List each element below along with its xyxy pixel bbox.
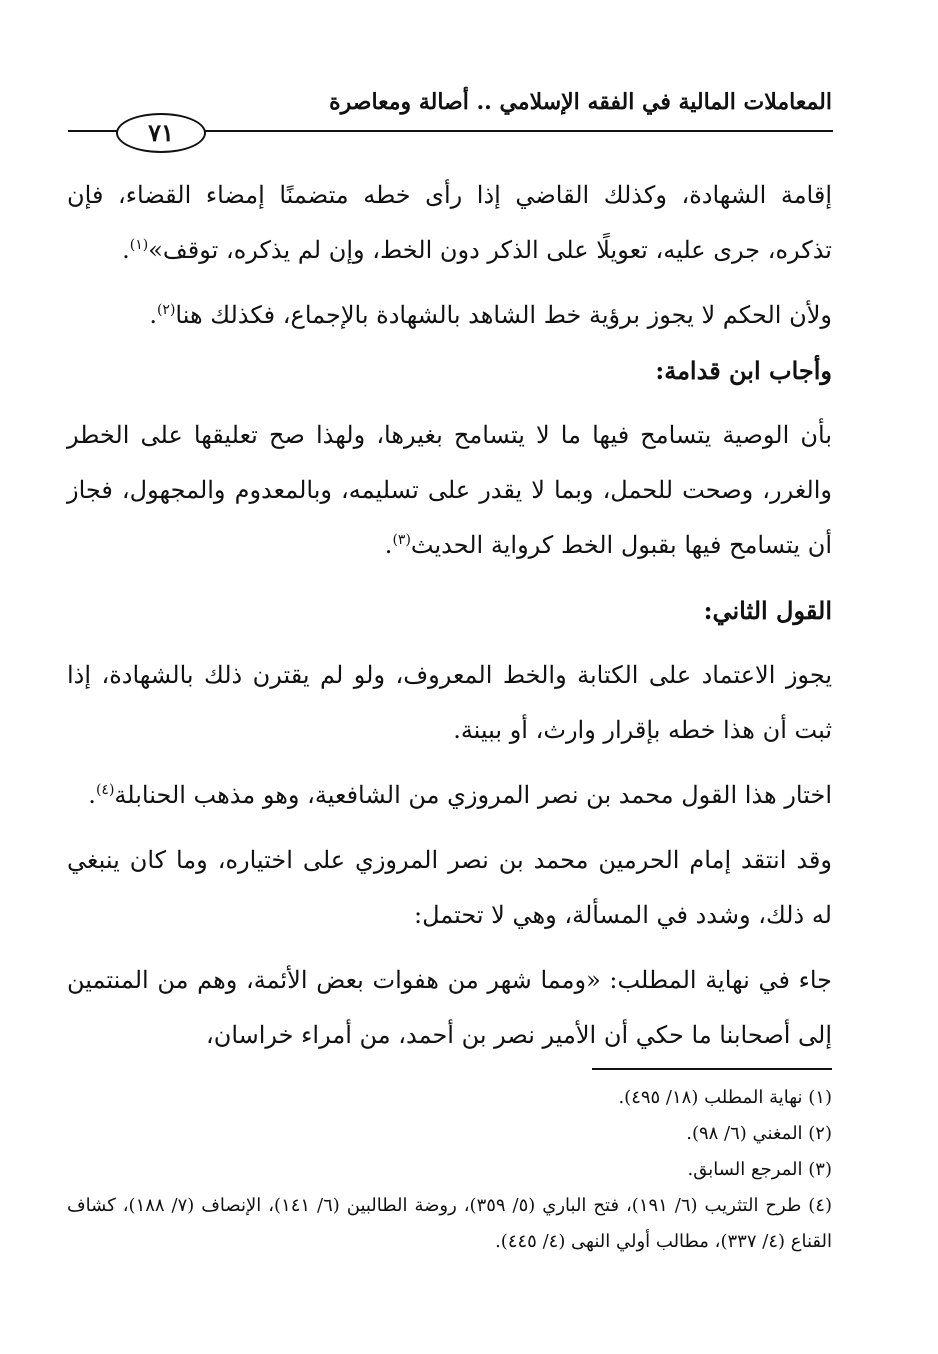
footnote-ref: (٤) bbox=[95, 782, 115, 798]
paragraph: بأن الوصية يتسامح فيها ما لا يتسامح بغيرها، ولهذا صح تعليقها على الخطر والغرر، وصحت للحمل، وبما لا يقدر على تسليمه، وبالمعدوم والمجهول، فجاز أن يتسامح فيها بقبول الخط كرواية الحديث$^{(٣)}$. bbox=[67, 421, 832, 559]
footnotes bbox=[67, 1080, 832, 1260]
paragraph: إقامة الشهادة، وكذلك القاضي إذا رأى خطه متضمنًا إمضاء القضاء، فإن تذكره، جرى عليه، تعويلًا على الذكر دون الخط، وإن لم يذكره، توقف»$^{(١)}$. bbox=[67, 181, 832, 264]
footnote: (٣) المرجع السابق. bbox=[687, 1159, 832, 1180]
footnote: (٢) المغني (٦/ ٩٨). bbox=[686, 1123, 832, 1144]
footnote-rule bbox=[592, 1068, 832, 1070]
section-heading: وأجاب ابن قدامة: bbox=[655, 356, 832, 385]
page-number: ٧١ bbox=[116, 113, 206, 153]
footnote-ref: (٢) bbox=[156, 302, 176, 318]
footnote-ref: (٣) bbox=[392, 532, 411, 548]
main-text bbox=[67, 168, 832, 1063]
running-header-title: المعاملات المالية في الفقه الإسلامي .. أصالة ومعاصرة bbox=[329, 89, 832, 115]
section-heading: القول الثاني: bbox=[703, 596, 832, 625]
paragraph: وقد انتقد إمام الحرمين محمد بن نصر المروزي على اختياره، وما كان ينبغي له ذلك، وشدد في المسألة، وهي لا تحتمل: bbox=[67, 846, 832, 929]
paragraph: يجوز الاعتماد على الكتابة والخط المعروف، ولو لم يقترن ذلك بالشهادة، إذا ثبت أن هذا خطه بإقرار وارث، أو ببينة. bbox=[67, 661, 832, 744]
paragraph: ولأن الحكم لا يجوز برؤية خط الشاهد بالشهادة بالإجماع، فكذلك هنا$^{(٢)}$. bbox=[149, 301, 832, 329]
paragraph: اختار هذا القول محمد بن نصر المروزي من الشافعية، وهو مذهب الحنابلة$^{(٤)}$. bbox=[88, 781, 832, 809]
paragraph: جاء في نهاية المطلب: «ومما شهر من هفوات بعض الأئمة، وهم من المنتمين إلى أصحابنا ما حكي أن الأمير نصر بن أحمد، من أمراء خراسان، bbox=[67, 966, 832, 1049]
footnote: (١) نهاية المطلب (١٨/ ٤٩٥). bbox=[618, 1087, 832, 1108]
footnote: (٤) طرح التثريب (٦/ ١٩١)، فتح الباري (٥/ ٣٥٩)، روضة الطالبين (٦/ ١٤١)، الإنصاف (٧/ ١٨٨)، كشاف القناع (٤/ ٣٣٧)، مطالب أولي النهى (٤/ ٤٤٥). bbox=[67, 1195, 832, 1252]
footnote-ref: (١) bbox=[129, 237, 149, 253]
